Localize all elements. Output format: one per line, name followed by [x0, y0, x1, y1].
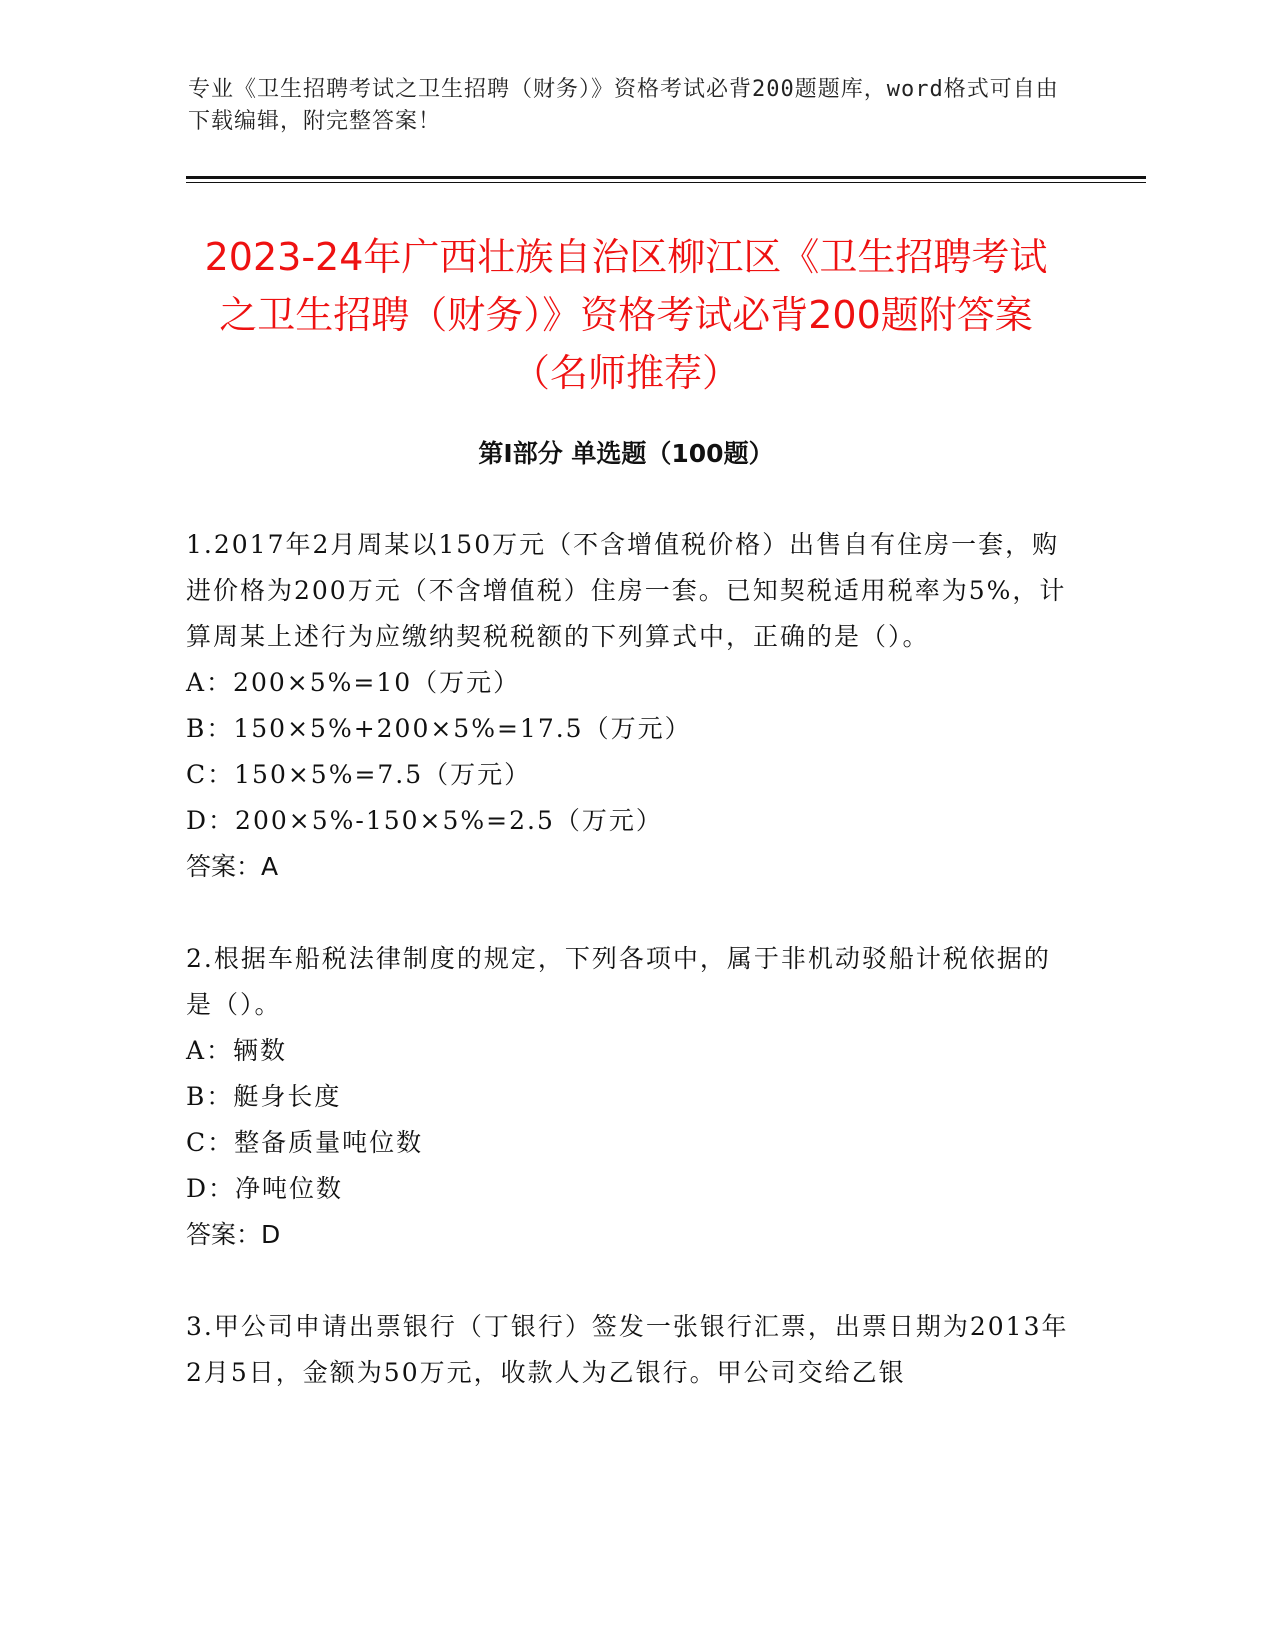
question-stem: 3.甲公司申请出票银行（丁银行）签发一张银行汇票，出票日期为2013年2月5日，金额为50万元，收款人为乙银行。甲公司交给乙银	[186, 1312, 1069, 1387]
option-d: D：200×5%-150×5%=2.5（万元）	[186, 806, 663, 835]
question-list	[186, 522, 1071, 1396]
question-stem: 2.根据车船税法律制度的规定，下列各项中，属于非机动驳船计税依据的是（）。	[186, 944, 1051, 1019]
option-a: A：辆数	[186, 1036, 288, 1065]
option-c: C：整备质量吨位数	[186, 1128, 424, 1157]
header-divider-thin	[186, 182, 1146, 183]
question-3	[186, 1304, 1071, 1396]
option-c: C：150×5%=7.5（万元）	[186, 760, 532, 789]
option-b: B：150×5%+200×5%=17.5（万元）	[186, 714, 692, 743]
question-2	[186, 936, 1071, 1258]
header-note: 专业《卫生招聘考试之卫生招聘（财务）》资格考试必背200题题库，word格式可自由下载编辑，附完整答案！	[188, 77, 1059, 134]
option-d: D：净吨位数	[186, 1174, 344, 1203]
option-b: B：艇身长度	[186, 1082, 342, 1111]
question-stem: 1.2017年2月周某以150万元（不含增值税价格）出售自有住房一套，购进价格为200万元（不含增值税）住房一套。已知契税适用税率为5%，计算周某上述行为应缴纳契税税额的下列算式中，正确的是（）。	[186, 530, 1067, 651]
option-a: A：200×5%=10（万元）	[186, 668, 521, 697]
option-list	[186, 1028, 1071, 1212]
header-divider-thick	[186, 176, 1146, 179]
answer-line: 答案：A	[186, 852, 279, 881]
question-1	[186, 522, 1071, 890]
option-list	[186, 660, 1071, 844]
document-title: 2023-24年广西壮族自治区柳江区《卫生招聘考试之卫生招聘（财务）》资格考试必背200题附答案（名师推荐）	[204, 235, 1048, 395]
section-title: 第I部分 单选题（100题）	[478, 439, 774, 468]
answer-line: 答案：D	[186, 1220, 281, 1249]
